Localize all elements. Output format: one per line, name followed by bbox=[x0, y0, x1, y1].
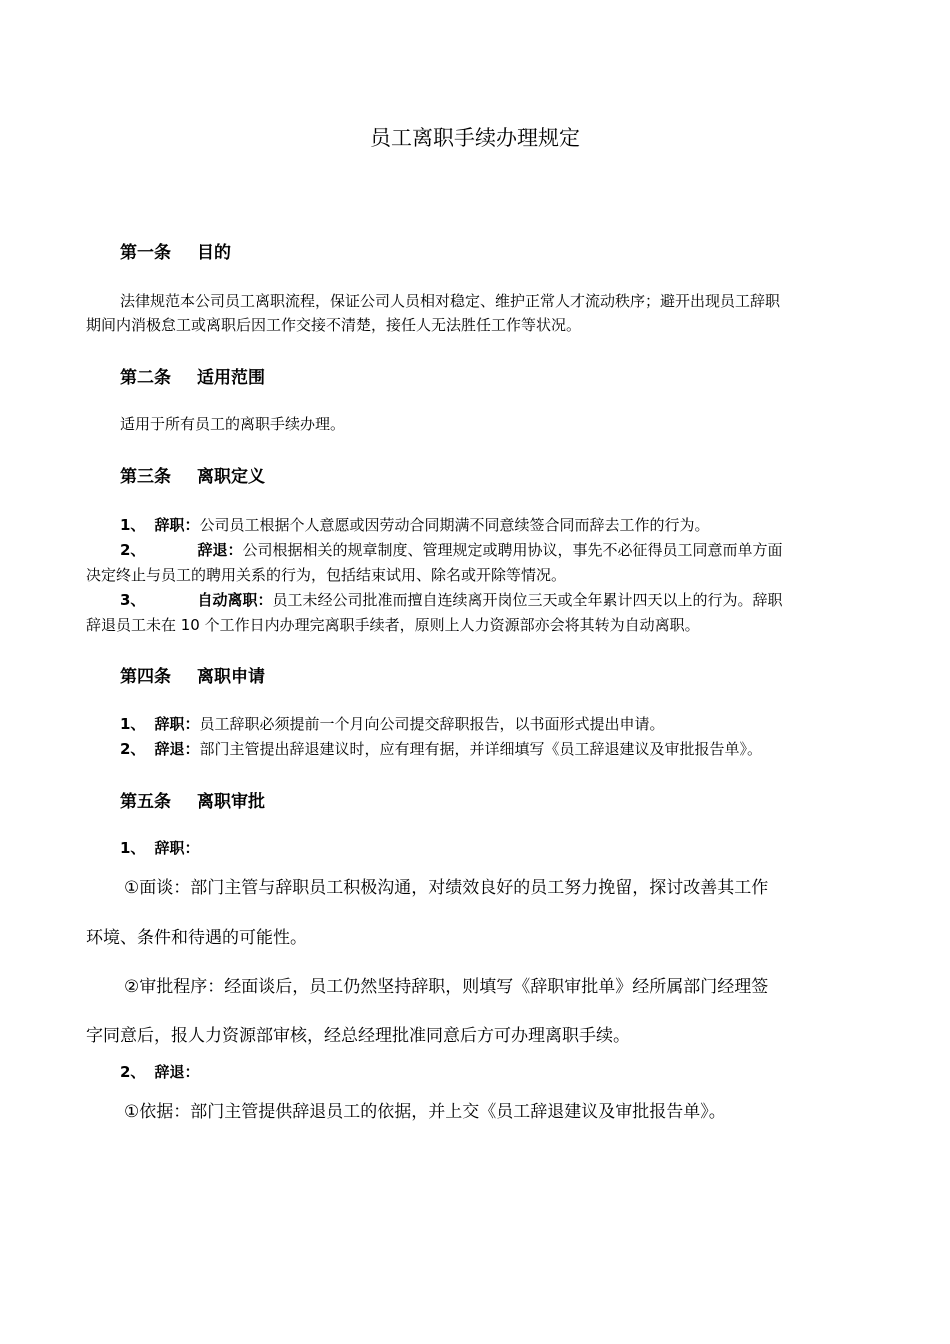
section-5-step-1-line2: 环境、条件和待遇的可能性。 bbox=[86, 928, 307, 948]
item-term: 自动离职： bbox=[197, 591, 273, 609]
section-4-number: 第四条 bbox=[120, 667, 171, 687]
section-3-title: 离职定义 bbox=[197, 467, 265, 487]
section-3-heading bbox=[120, 462, 265, 487]
item-number: 1、 bbox=[120, 715, 146, 733]
section-3-item-3-line1 bbox=[120, 589, 782, 610]
step-text: 审批程序：经面谈后，员工仍然坚持辞职，则填写《辞职审批单》经所属部门经理签 bbox=[139, 977, 769, 997]
section-1-text-line2: 期间内消极怠工或离职后因工作交接不清楚，接任人无法胜任工作等状况。 bbox=[86, 316, 582, 334]
section-4-heading bbox=[120, 662, 265, 687]
section-3-item-2-line1 bbox=[120, 539, 782, 560]
step-text: 依据：部门主管提供辞退员工的依据，并上交《员工辞退建议及审批报告单》。 bbox=[139, 1102, 726, 1122]
section-5-heading bbox=[120, 787, 265, 812]
item-term: 辞退： bbox=[154, 740, 200, 758]
item-text: 部门主管提出辞退建议时，应有理有据，并详细填写《员工辞退建议及审批报告单》。 bbox=[199, 740, 762, 758]
section-5-step-2-line2: 字同意后，报人力资源部审核，经总经理批准同意后方可办理离职手续。 bbox=[86, 1026, 630, 1046]
item-text: 员工辞职必须提前一个月向公司提交辞职报告，以书面形式提出申请。 bbox=[199, 715, 665, 733]
section-2-heading bbox=[120, 363, 265, 388]
step-text: 面谈：部门主管与辞职员工积极沟通，对绩效良好的员工努力挽留，探讨改善其工作 bbox=[139, 878, 769, 898]
section-1-heading bbox=[120, 238, 231, 263]
item-term: 辞职： bbox=[154, 516, 200, 534]
circled-number: ② bbox=[124, 977, 140, 997]
item-number: 1、 bbox=[120, 839, 146, 857]
section-5-number: 第五条 bbox=[120, 792, 171, 812]
item-term: 辞退： bbox=[154, 1063, 200, 1081]
section-2-text: 适用于所有员工的离职手续办理。 bbox=[120, 415, 346, 433]
section-4-item-2 bbox=[120, 738, 762, 759]
section-1-text-line1: 法律规范本公司员工离职流程，保证公司人员相对稳定、维护正常人才流动秩序；避开出现员工辞职 bbox=[120, 292, 781, 310]
section-4-item-1 bbox=[120, 713, 664, 734]
section-4-title: 离职申请 bbox=[197, 667, 265, 687]
item-text: 公司员工根据个人意愿或因劳动合同期满不同意续签合同而辞去工作的行为。 bbox=[199, 516, 710, 534]
section-5-item-2-step-1 bbox=[124, 1097, 726, 1122]
section-3-number: 第三条 bbox=[120, 467, 171, 487]
section-1-title: 目的 bbox=[197, 243, 231, 263]
item-term: 辞职： bbox=[154, 839, 200, 857]
item-number: 2、 bbox=[120, 1063, 146, 1081]
section-3-item-3-line2: 辞退员工未在 10 个工作日内办理完离职手续者，原则上人力资源部亦会将其转为自动离职。 bbox=[86, 616, 700, 634]
document-title: 员工离职手续办理规定 bbox=[370, 126, 580, 150]
item-number: 2、 bbox=[120, 541, 146, 559]
section-1-number: 第一条 bbox=[120, 243, 171, 263]
section-5-step-2-line1 bbox=[124, 972, 768, 997]
section-2-title: 适用范围 bbox=[197, 368, 265, 388]
item-text: 员工未经公司批准而擅自连续离开岗位三天或全年累计四天以上的行为。辞职 bbox=[272, 591, 783, 609]
section-5-item-2 bbox=[120, 1061, 199, 1082]
section-5-item-1 bbox=[120, 837, 199, 858]
section-2-number: 第二条 bbox=[120, 368, 171, 388]
section-3-item-1 bbox=[120, 514, 709, 535]
item-term: 辞退： bbox=[197, 541, 243, 559]
item-number: 2、 bbox=[120, 740, 146, 758]
item-text: 公司根据相关的规章制度、管理规定或聘用协议，事先不必征得员工同意而单方面 bbox=[242, 541, 783, 559]
item-number: 1、 bbox=[120, 516, 146, 534]
section-3-item-2-line2: 决定终止与员工的聘用关系的行为，包括结束试用、除名或开除等情况。 bbox=[86, 566, 567, 584]
section-5-step-1-line1 bbox=[124, 873, 768, 898]
item-number: 3、 bbox=[120, 591, 146, 609]
circled-number: ① bbox=[124, 1102, 140, 1122]
section-5-title: 离职审批 bbox=[197, 792, 265, 812]
item-term: 辞职： bbox=[154, 715, 200, 733]
circled-number: ① bbox=[124, 878, 140, 898]
